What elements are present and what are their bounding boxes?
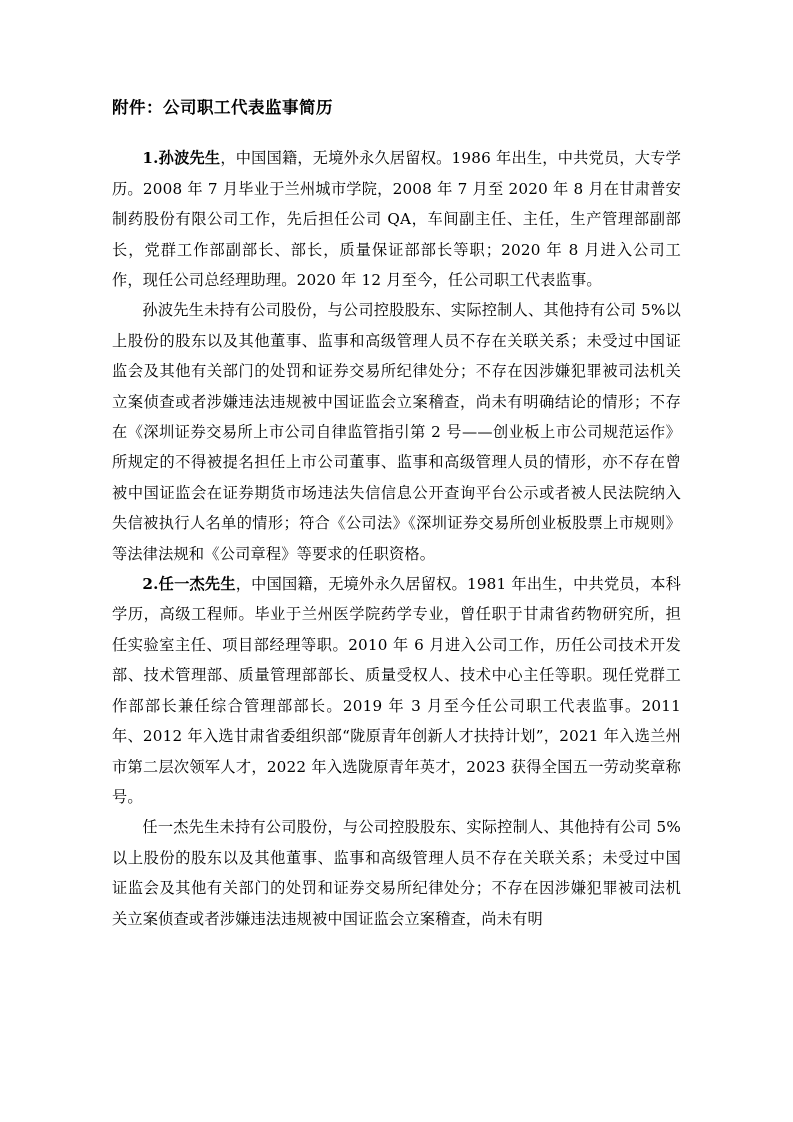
paragraph-lead-label: 2.任一杰先生 [142, 575, 236, 594]
paragraph-bio-2-intro [112, 569, 681, 812]
paragraph-body-text: 孙波先生未持有公司股份，与公司控股股东、实际控制人、其他持有公司 5%以上股份的股东以及其他董事、监事和高级管理人员不存在关联关系；未受过中国证监会及其他有关部门的处罚和证券交易所纪律处分；不存在因涉嫌犯罪被司法机关立案侦查或者涉嫌违法违规被中国证监会立案稽查，尚未有明确结论的情形；不存在《深圳证券交易所上市公司自律监管指引第 2 号——创业板上市公司规范运作》所规定的不得被提名担任上市公司董事、监事和高级管理人员的情形，亦不存在曾被中国证监会在证券期货市场违法失信信息公开查询平台公示或者被人民法院纳入失信被执行人名单的情形；符合《公司法》《深圳证券交易所创业板股票上市规则》等法律法规和《公司章程》等要求的任职资格。 [112, 301, 681, 563]
paragraph-body-text: ，中国国籍，无境外永久居留权。1981 年出生，中共党员，本科学历，高级工程师。毕业于兰州医学院药学专业，曾任职于甘肃省药物研究所，担任实验室主任、项目部经理等职。2010 年 6 月进入公司工作，历任公司技术开发部、技术管理部、质量管理部部长、质量受权人、技术中心主任等职。现任党群工作部部长兼任综合管理部部长。2019 年 3 月至今任公司职工代表监事。2011 年、2012 年入选甘肃省委组织部“陇原青年创新人才扶持计划”，2021 年入选兰州市第二层次领军人才，2022 年入选陇原青年英才，2023 获得全国五一劳动奖章称号。 [112, 575, 681, 806]
paragraph-bio-1-intro [112, 143, 681, 295]
paragraph-body-text: 任一杰先生未持有公司股份，与公司控股股东、实际控制人、其他持有公司 5%以上股份的股东以及其他董事、监事和高级管理人员不存在关联关系；未受过中国证监会及其他有关部门的处罚和证券交易所纪律处分；不存在因涉嫌犯罪被司法机关立案侦查或者涉嫌违法违规被中国证监会立案稽查，尚未有明 [112, 818, 681, 928]
paragraph-body-text: ，中国国籍，无境外永久居留权。1986 年出生，中共党员，大专学历。2008 年 7 月毕业于兰州城市学院，2008 年 7 月至 2020 年 8 月在甘肃普安制药股份有限公司工作，先后担任公司 QA，车间副主任、主任，生产管理部副部长，党群工作部副部长、部长，质量保证部部长等职；2020 年 8 月进入公司工作，现任公司总经理助理。2020 年 12 月至今，任公司职工代表监事。 [112, 149, 681, 290]
paragraph-bio-2-detail [112, 812, 681, 934]
paragraph-bio-1-detail [112, 295, 681, 569]
page-title: 附件：公司职工代表监事简历 [112, 98, 333, 117]
paragraph-lead-label: 1.孙波先生 [142, 149, 221, 168]
